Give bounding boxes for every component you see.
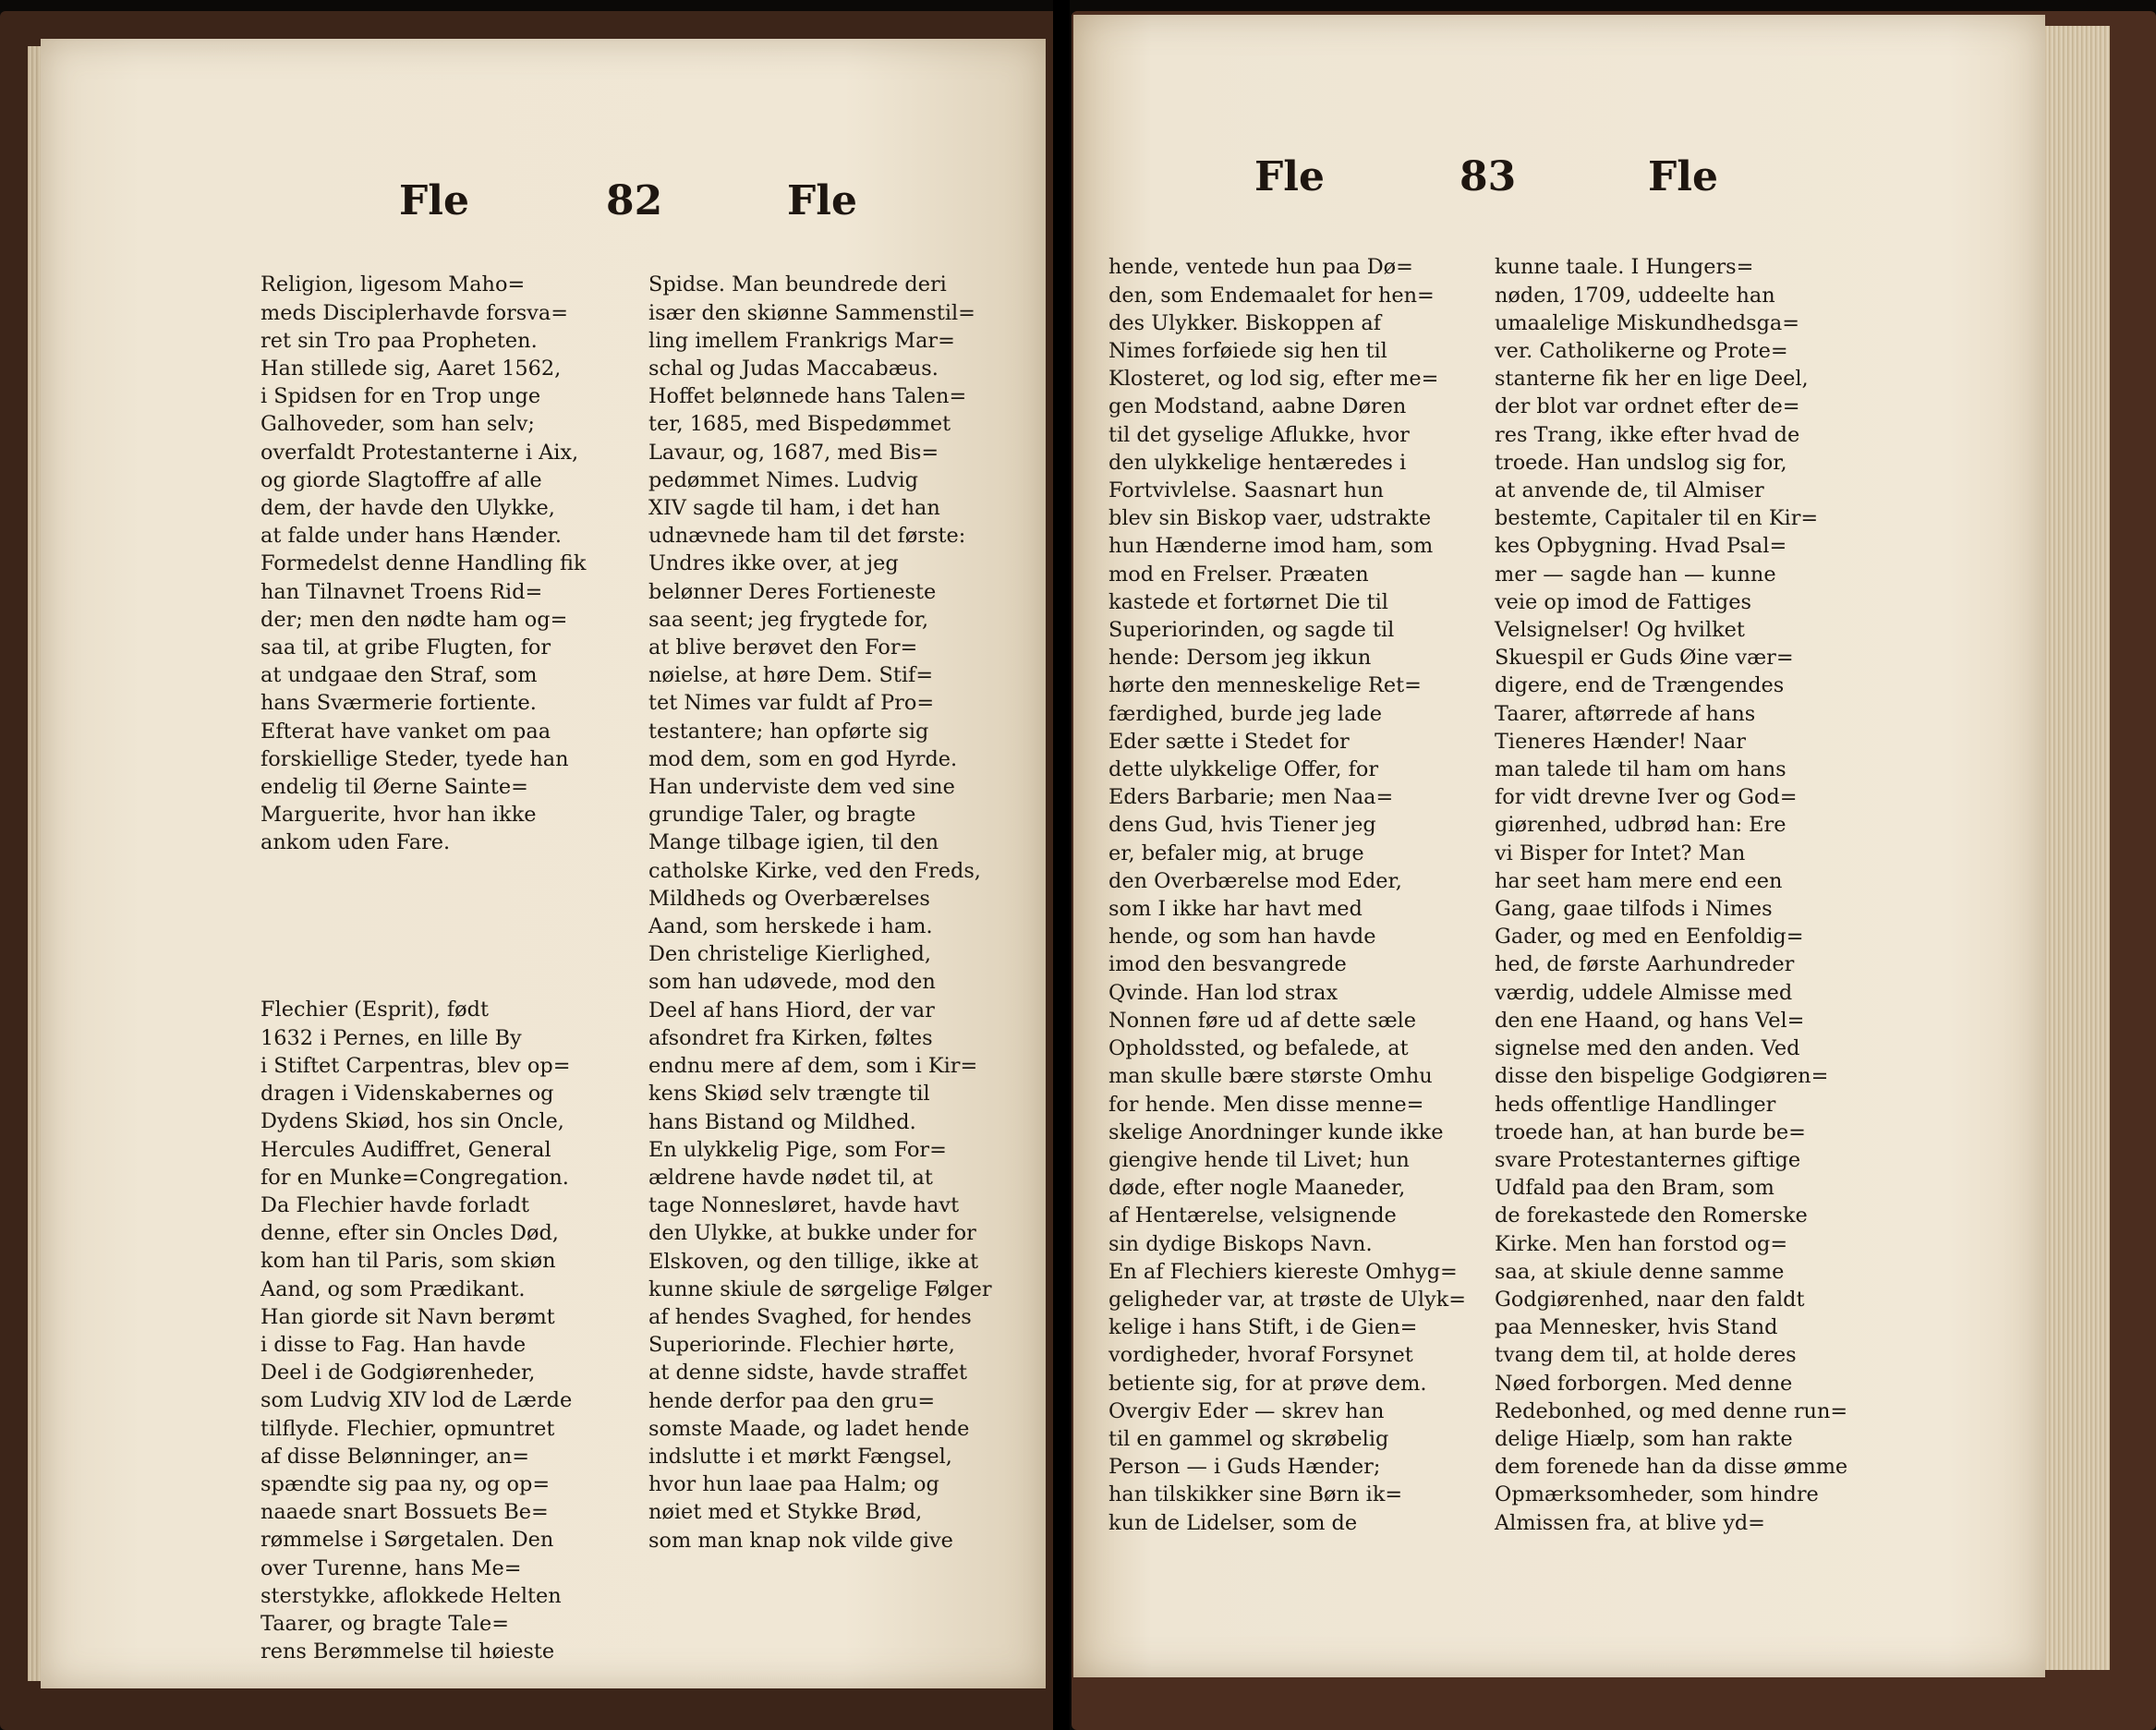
- header-word-right: Fle: [1648, 153, 1718, 200]
- paragraph-flechier: Flechier (Esprit), født 1632 i Pernes, en lille By i Stiftet Carpentras, blev op= dragen i Videnskabernes og Dydens Skiød, hos sin Oncle, Hercules Audiffret, General for en Munke=Congregation. Da Flechier havde forladt denne, efter sin Oncles Død, kom han til Paris, som skiøn Aand, og som Prædikant. Han giorde sit Navn berømt i disse to Fag. Han havde Deel i de Godgiørenheder, som Ludvig XIV lod de Lærde tilflyde. Flechier, opmuntret af disse Belønninger, an= spændte sig paa ny, og op= naaede snart Bossuets Be= rømmelse i Sørgetalen. Den over Turenne, hans Me= sterstykke, aflokkede Helten Taarer, og bragte Tale= rens Berømmelse til høieste: [260, 998, 573, 1664]
- page-number-82: 82: [606, 177, 663, 224]
- right-page-edges: [2045, 26, 2110, 1670]
- right-page-column-1: [1108, 198, 1511, 1602]
- book-gutter: [1053, 0, 1070, 1730]
- paragraph-religion: Religion, ligesom Maho= meds Disciplerhavde forsva= ret sin Tro paa Propheten. Han stillede sig, Aaret 1562, i Spidsen for en Trop unge Galhoveder, som han selv; overfaldt Protestanterne i Aix, og giorde Slagtoffre af alle dem, der havde den Ulykke, at falde under hans Hænder. Formedelst denne Handling fik han Tilnavnet Troens Rid= der; men den nødte ham og= saa til, at gribe Flugten, for at undgaae den Straf, som hans Sværmerie fortiente. Efterat have vanket om paa forskiellige Steder, tyede han endelig til Øerne Sainte= Marguerite, hvor han ikke ankom uden Fare.: [260, 272, 587, 855]
- header-word-right: Fle: [787, 177, 857, 224]
- left-page: [41, 39, 1046, 1688]
- left-page-column-2: [648, 215, 1046, 1601]
- page-number-83: 83: [1460, 153, 1517, 200]
- paragraph-kunne-taale: kunne taale. I Hungers= nøden, 1709, uddeelte han umaalelige Miskundhedsga= ver. Catholikerne og Prote= stanterne fik her en lige Deel, der blot var ordnet efter de= res Trang, ikke efter hvad de troede. Han undslog sig for, at anvende de, til Almiser bestemte, Capitaler til en Kir= kes Opbygning. Hvad Psal= mer — sagde han — kunne veie op imod de Fattiges Velsignelser! Og hvilket Skuespil er Guds Øine vær= digere, end de Trængendes Taarer, aftørrede af hans Tieneres Hænder! Naar man talede til ham om hans for vidt drevne Iver og God= giørenhed, udbrød han: Ere vi Bisper for Intet? Man har seet ham mere end een Gang, gaae tilfods i Nimes Gader, og med en Eenfoldig= hed, de første Aarhundreder værdig, uddele Almisse med den ene Haand, og hans Vel= signelse med den anden. Ved disse den bispelige Godgiøren= heds offentlige Handlinger troede han, at han burde be= svare Protestanternes giftige Udfald paa den Bram, som de forekastede den Romerske Kirke. Men han forstod og= saa, at skiule denne samme Godgiørenhed, naar den faldt paa Mennesker, hvis Stand tvang dem til, at holde deres Nøed forborgen. Med denne Redebonhed, og med denne run= delige Hiælp, som han rakte dem forenede han da disse ømme Opmærksomheder, som hindre Almissen fra, at blive yd=: [1495, 255, 1848, 1535]
- right-page-column-2: [1495, 198, 1901, 1602]
- header-word-left: Fle: [399, 177, 469, 224]
- paragraph-spidse: Spidse. Man beundrede deri især den skiønne Sammenstil= ling imellem Frankrigs Mar= schal og Judas Maccabæus. Hoffet belønnede hans Talen= ter, 1685, med Bispedømmet Lavaur, og, 1687, med Bis= pedømmet Nimes. Ludvig XIV sagde til ham, i det han udnævnede ham til det første: Undres ikke over, at jeg belønner Deres Fortieneste saa seent; jeg frygtede for, at blive berøvet den For= nøielse, at høre Dem. Stif= tet Nimes var fuldt af Pro= testantere; han opførte sig mod dem, som en god Hyrde. Han underviste dem ved sine grundige Taler, og bragte Mange tilbage igien, til den catholske Kirke, ved den Freds, Mildheds og Overbærelses Aand, som herskede i ham. Den christelige Kierlighed, som han udøvede, mod den Deel af hans Hiord, der var afsondret fra Kirken, føltes endnu mere af dem, som i Kir= kens Skiød selv trængte til hans Bistand og Mildhed. En ulykkelig Pige, som For= ældrene havde nødet til, at tage Nonnesløret, havde havt den Ulykke, at bukke under for Elskoven, og den tillige, ikke at kunne skiule de sørgelige Følger af hendes Svaghed, for hendes Superiorinde. Flechier hørte, at denne sidste, havde straffet hende derfor paa den gru= somste Maade, og ladet hende indslutte i et mørkt Fængsel, hvor hun laae paa Halm; og nøiet med et Stykke Brød, som man knap nok vilde give: [648, 272, 992, 1553]
- left-page-column-1: [260, 215, 658, 1664]
- paragraph-hende-ventede: hende, ventede hun paa Dø= den, som Endemaalet for hen= des Ulykker. Biskoppen af Nimes forføiede sig hen til Klosteret, og lod sig, efter me= gen Modstand, aabne Døren til det gyselige Aflukke, hvor den ulykkelige hentæredes i Fortvivlelse. Saasnart hun blev sin Biskop vaer, udstrakte hun Hænderne imod ham, som mod en Frelser. Præaten kastede et fortørnet Die til Superiorinden, og sagde til hende: Dersom jeg ikkun hørte den menneskelige Ret= færdighed, burde jeg lade Eder sætte i Stedet for dette ulykkelige Offer, for Eders Barbarie; men Naa= dens Gud, hvis Tiener jeg er, befaler mig, at bruge den Overbærelse mod Eder, som I ikke har havt med hende, og som han havde imod den besvangrede Qvinde. Han lod strax Nonnen føre ud af dette sæle Opholdssted, og befalede, at man skulle bære største Omhu for hende. Men disse menne= skelige Anordninger kunde ikke giengive hende til Livet; hun døde, efter nogle Maaneder, af Hentærelse, velsignende sin dydige Biskops Navn. En af Flechiers kiereste Omhyg= geligheder var, at trøste de Ulyk= kelige i hans Stift, i de Gien= vordigheder, hvoraf Forsynet betiente sig, for at prøve dem. Overgiv Eder — skrev han til en gammel og skrøbelig Person — i Guds Hænder; han tilskikker sine Børn ik= kun de Lidelser, som de: [1108, 255, 1467, 1535]
- header-word-left: Fle: [1254, 153, 1325, 200]
- right-page: [1073, 15, 2045, 1677]
